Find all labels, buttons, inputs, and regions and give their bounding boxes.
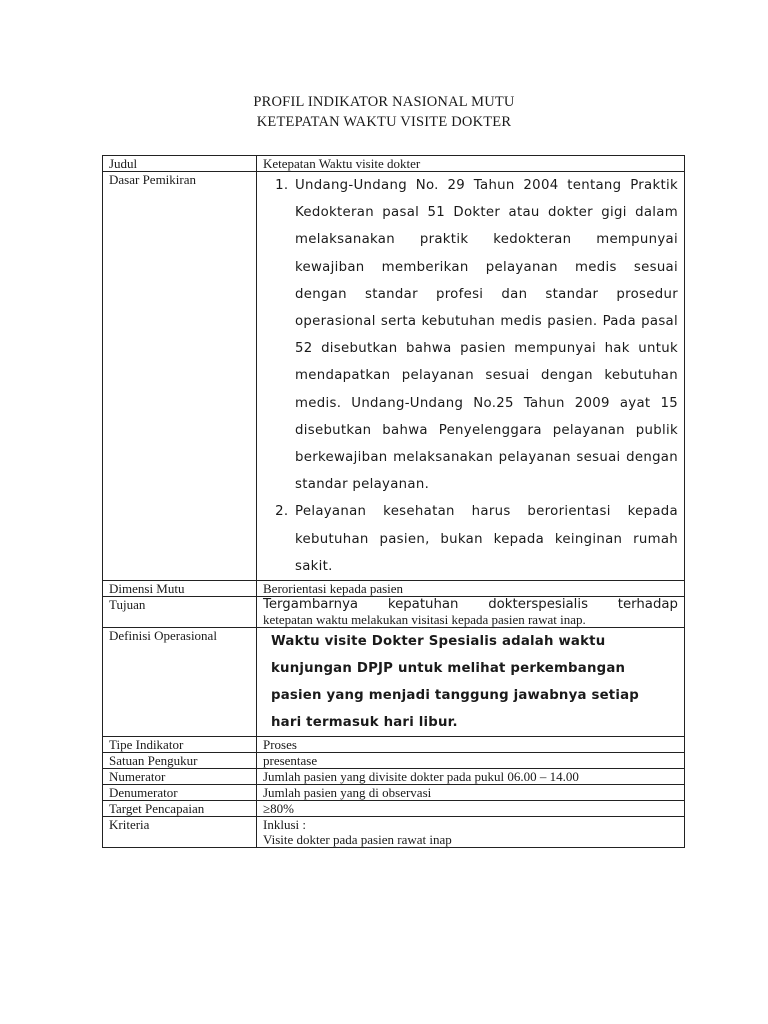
row-satuan-pengukur	[103, 753, 685, 769]
dasar-pemikiran-list	[263, 172, 678, 580]
dasar-pemikiran-item-1: 1. Undang-Undang No. 29 Tahun 2004 tentang Praktik Kedokteran pasal 51 Dokter atau dokter gigi dalam melaksanakan praktik kedokteran mempunyai kewajiban memberikan pelayanan medis sesuai dengan standar profesi dan standar prosedur operasional serta kebutuhan medis pasien. Pada pasal 52 disebutkan bahwa pasien mempunyai hak untuk mendapatkan pelayanan sesuai dengan kebutuhan medis. Undang-Undang No.25 Tahun 2009 ayat 15 disebutkan bahwa Penyelenggara pelayanan publik berkewajiban melaksanakan pelayanan sesuai dengan standar pelayanan.	[293, 172, 678, 498]
indicator-profile-table	[102, 155, 685, 848]
row-definisi-operasional	[103, 628, 685, 737]
label-satuan-pengukur: Satuan Pengukur	[103, 753, 257, 769]
value-numerator: Jumlah pasien yang divisite dokter pada pukul 06.00 – 14.00	[257, 769, 685, 785]
tujuan-line-1: Tergambarnya kepatuhan dokterspesialis terhadap	[263, 597, 678, 613]
kriteria-line-1: Inklusi :	[263, 817, 306, 833]
document-title-line-2: KETEPATAN WAKTU VISITE DOKTER	[256, 114, 512, 130]
label-dasar-pemikiran: Dasar Pemikiran	[103, 172, 257, 581]
value-kriteria	[257, 817, 685, 848]
document-title-line-1: PROFIL INDIKATOR NASIONAL MUTU	[253, 94, 515, 110]
label-judul: Judul	[103, 156, 257, 172]
row-kriteria	[103, 817, 685, 848]
row-target-pencapaian	[103, 801, 685, 817]
kriteria-line-2: Visite dokter pada pasien rawat inap	[263, 832, 452, 848]
value-target-pencapaian: ≥80%	[257, 801, 685, 817]
label-numerator: Numerator	[103, 769, 257, 785]
row-tipe-indikator	[103, 737, 685, 753]
label-kriteria: Kriteria	[103, 817, 257, 848]
value-dasar-pemikiran	[257, 172, 685, 581]
value-denumerator: Jumlah pasien yang di observasi	[257, 785, 685, 801]
label-tipe-indikator: Tipe Indikator	[103, 737, 257, 753]
tujuan-line-rest: ketepatan waktu melakukan visitasi kepada pasien rawat inap.	[263, 612, 586, 628]
label-definisi-operasional: Definisi Operasional	[103, 628, 257, 737]
row-denumerator	[103, 785, 685, 801]
value-judul: Ketepatan Waktu visite dokter	[257, 156, 685, 172]
value-satuan-pengukur: presentase	[257, 753, 685, 769]
row-tujuan	[103, 597, 685, 628]
label-target-pencapaian: Target Pencapaian	[103, 801, 257, 817]
value-definisi-operasional	[257, 628, 685, 737]
label-denumerator: Denumerator	[103, 785, 257, 801]
row-dasar-pemikiran	[103, 172, 685, 581]
row-dimensi-mutu	[103, 581, 685, 597]
label-dimensi-mutu: Dimensi Mutu	[103, 581, 257, 597]
row-judul	[103, 156, 685, 172]
value-tujuan	[257, 597, 685, 628]
value-tipe-indikator: Proses	[257, 737, 685, 753]
dasar-pemikiran-item-2: 2. Pelayanan kesehatan harus berorientasi kepada kebutuhan pasien, bukan kepada keinginan rumah sakit.	[293, 498, 678, 580]
label-tujuan: Tujuan	[103, 597, 257, 628]
value-dimensi-mutu: Berorientasi kepada pasien	[257, 581, 685, 597]
definisi-operasional-text: Waktu visite Dokter Spesialis adalah waktu kunjungan DPJP untuk melihat perkembangan pasien yang menjadi tanggung jawabnya setiap hari termasuk hari libur.	[271, 634, 639, 731]
row-numerator	[103, 769, 685, 785]
